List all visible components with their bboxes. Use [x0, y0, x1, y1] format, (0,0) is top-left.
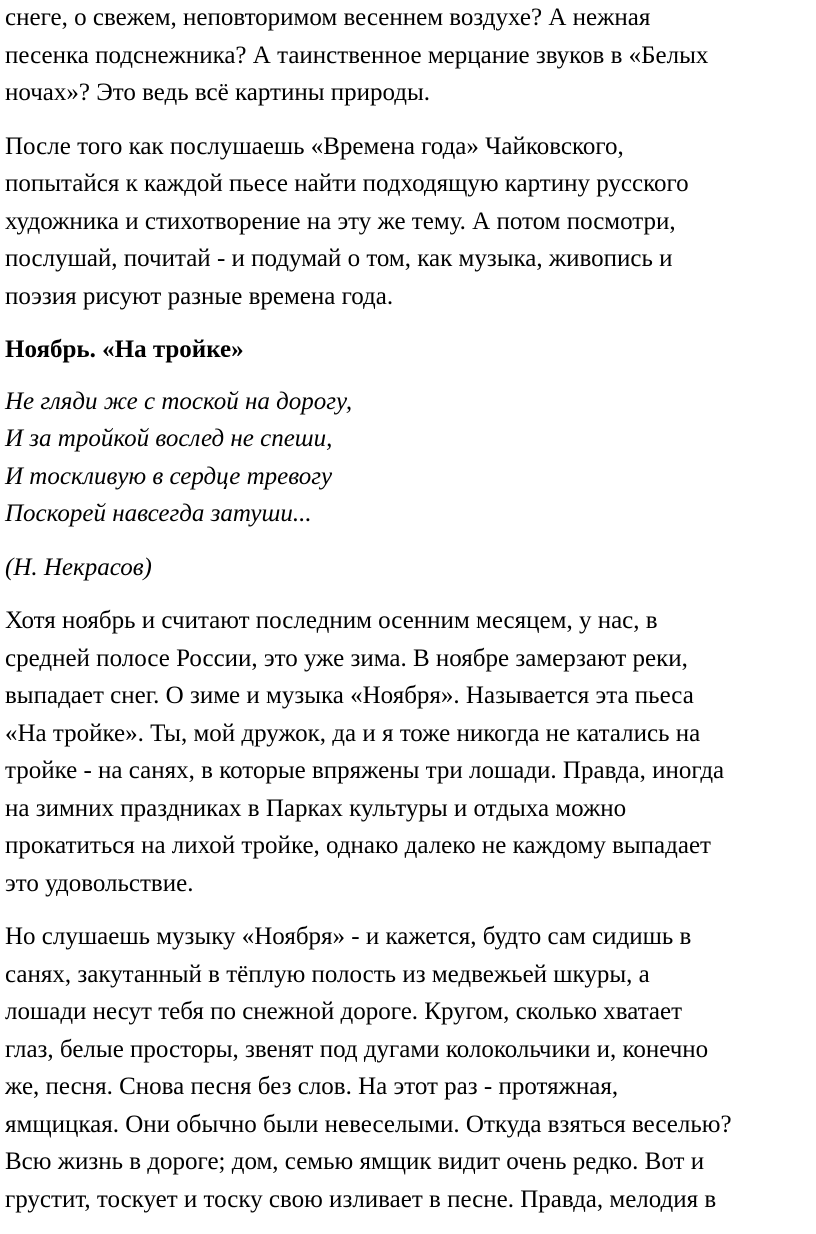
paragraph-seasons-advice	[5, 128, 816, 316]
text-line: Но слушаешь музыку «Ноября» - и кажется, будто сам сидишь в	[5, 923, 692, 950]
text-line: санях, закутанный в тёплую полость из медвежьей шкуры, а	[5, 960, 650, 988]
text-line: Хотя ноябрь и считают последним осенним месяцем, у нас, в	[5, 607, 658, 634]
poem-line: Не гляди же с тоской на дорогу,	[5, 387, 353, 415]
text-line: «На тройке». Ты, мой дружок, да и я тоже никогда не катались на	[5, 719, 701, 747]
text-line: лошади несут тебя по снежной дороге. Кругом, сколько хватает	[5, 998, 683, 1025]
text-line: же, песня. Снова песня без слов. На этот раз - протяжная,	[5, 1073, 619, 1100]
text-line: попытайся к каждой пьесе найти подходящую картину русского	[5, 170, 689, 197]
paragraph-november	[5, 602, 816, 902]
text-line: поэзия рисуют разные времена года.	[5, 282, 394, 310]
poem-line: И тоскливую в сердце тревогу	[5, 462, 333, 490]
text-line: грустит, тоскует и тоску свою изливает в песне. Правда, мелодия в	[5, 1185, 717, 1213]
text-line: глаз, белые просторы, звенят под дугами колокольчики и, конечно	[5, 1035, 709, 1063]
text-line: художника и стихотворение на эту же тему. А потом посмотри,	[5, 207, 676, 235]
paragraph-intro-continuation	[5, 0, 816, 112]
text-line: на зимних праздниках в Парках культуры и отдыха можно	[5, 794, 627, 822]
text-line: послушай, почитай - и подумай о том, как музыка, живопись и	[5, 245, 673, 272]
text-line: тройке - на санях, в которые впряжены три лошади. Правда, иногда	[5, 757, 725, 784]
text-line: снеге, о свежем, неповторимом весеннем воздухе? А нежная	[5, 4, 651, 31]
poem-author: (Н. Некрасов)	[5, 553, 152, 581]
poem-line: И за тройкой вослед не спеши,	[5, 425, 333, 452]
text-line: песенка подснежника? А таинственное мерцание звуков в «Белых	[5, 41, 709, 69]
text-line: средней полосе России, это уже зима. В ноябре замерзают реки,	[5, 644, 688, 672]
section-heading: Ноябрь. «На тройке»	[5, 336, 244, 363]
text-line: Всю жизнь в дороге; дом, семью ямщик видит очень редко. Вот и	[5, 1148, 705, 1175]
poem-quote	[5, 383, 816, 533]
poem-line: Поскорей навсегда затуши...	[5, 500, 312, 527]
paragraph-troika-music	[5, 918, 816, 1218]
text-line: ямщицкая. Они обычно были невеселыми. Откуда взяться веселью?	[5, 1110, 732, 1138]
text-line: это удовольствие.	[5, 869, 194, 897]
text-line: ночах»? Это ведь всё картины природы.	[5, 79, 431, 106]
text-line: прокатиться на лихой тройке, однако далеко не каждому выпадает	[5, 832, 711, 859]
text-line: выпадает снег. О зиме и музыка «Ноября». Называется эта пьеса	[5, 682, 694, 709]
text-line: После того как послушаешь «Времена года» Чайковского,	[5, 132, 624, 160]
